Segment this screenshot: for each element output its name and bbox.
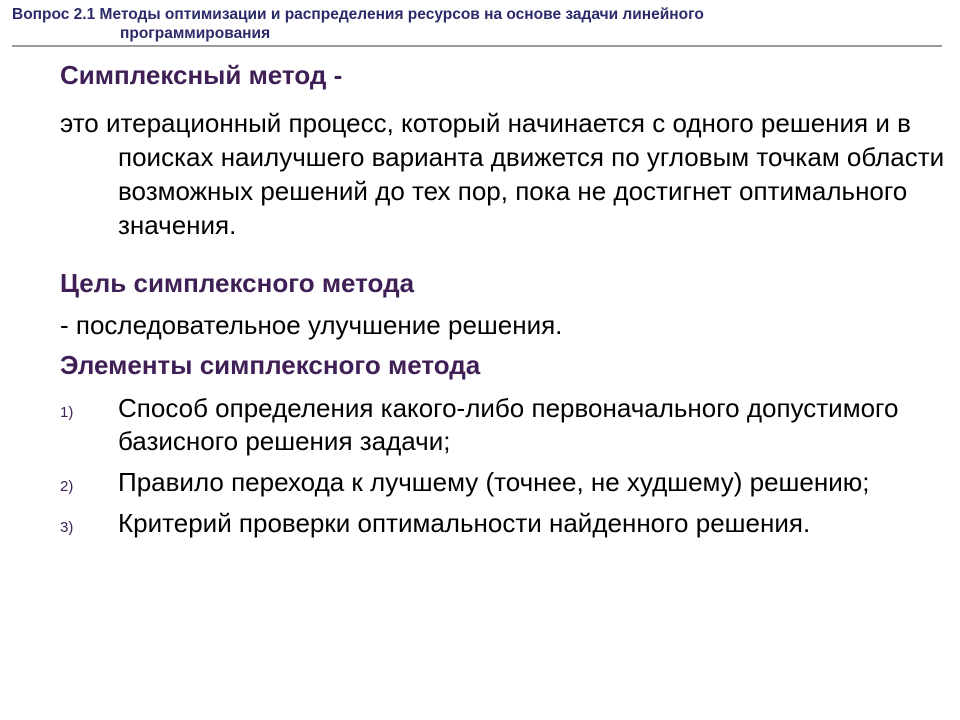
header-title — [12, 5, 942, 43]
list-item — [60, 466, 920, 499]
list-item-text: Способ определения какого-либо первоначального допустимого базисного решения задачи; — [118, 393, 899, 456]
goal-text: - последовательное улучшение решения. — [60, 310, 563, 340]
section-heading-goal: Цель симплексного метода — [60, 268, 415, 298]
list-item — [60, 507, 920, 540]
section-heading-elements: Элементы симплексного метода — [60, 350, 481, 380]
list-item-number: 1) — [60, 404, 74, 421]
list-item-number: 3) — [60, 519, 74, 536]
elements-list — [60, 392, 920, 548]
list-item-text: Критерий проверки оптимальности найденного решения. — [118, 508, 811, 538]
header-title-line1: Вопрос 2.1 Методы оптимизации и распределения ресурсов на основе задачи линейного — [12, 6, 704, 23]
section-heading-simplex: Симплексный метод - — [60, 60, 343, 90]
list-item-text: Правило перехода к лучшему (точнее, не худшему) решению; — [118, 467, 870, 497]
header-divider — [12, 45, 942, 47]
list-item-number: 2) — [60, 478, 74, 495]
header-title-line2: программирования — [120, 25, 271, 42]
definition-text: это итерационный процесс, который начинается с одного решения и в поисках наилучшего варианта движется по угловым точкам области возможных решений до тех пор, пока не достигнет оптимального значения. — [60, 108, 945, 240]
list-item — [60, 392, 920, 458]
